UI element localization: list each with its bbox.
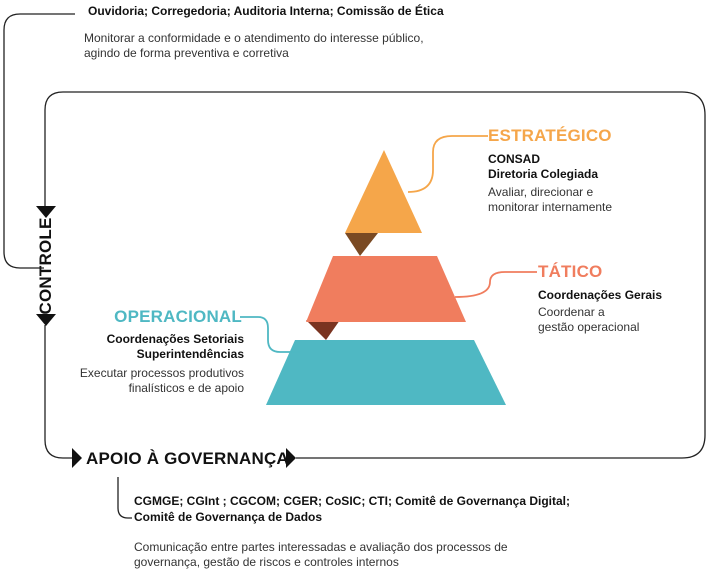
apoio-title-line2: Comitê de Governança de Dados bbox=[134, 510, 323, 524]
tatico-line1: Coordenações Gerais bbox=[538, 288, 663, 302]
estrategico-heading: ESTRATÉGICO bbox=[488, 126, 612, 145]
estrategico-line2: Diretoria Colegiada bbox=[488, 167, 599, 181]
controle-label: CONTROLE bbox=[36, 217, 55, 315]
estrategico-leader bbox=[408, 136, 488, 192]
apoio-bracket-line bbox=[118, 477, 132, 518]
tatico-desc-line1: Coordenar a bbox=[538, 305, 605, 319]
tatico-heading: TÁTICO bbox=[538, 262, 603, 281]
top-title: Ouvidoria; Corregedoria; Auditoria Interna; Comissão de Ética bbox=[88, 4, 444, 18]
pyramid-shadow-middle bbox=[306, 320, 340, 340]
top-desc-line1: Monitorar a conformidade e o atendimento do interesse público, bbox=[84, 31, 424, 45]
frame-left-top bbox=[45, 92, 63, 206]
estrategico-desc-line2: monitorar internamente bbox=[488, 200, 613, 214]
estrategico-line1: CONSAD bbox=[488, 152, 541, 166]
controle-arrow-top bbox=[36, 206, 56, 218]
top-desc-line2: agindo de forma preventiva e corretiva bbox=[84, 46, 289, 60]
tatico-desc-line2: gestão operacional bbox=[538, 320, 640, 334]
controle-label-box bbox=[22, 217, 70, 315]
operacional-heading: OPERACIONAL bbox=[114, 307, 242, 326]
tatico-leader bbox=[455, 272, 537, 297]
estrategico-desc-line1: Avaliar, direcionar e bbox=[488, 185, 594, 199]
apoio-arrow-left bbox=[72, 448, 82, 468]
operacional-line1: Coordenações Setoriais bbox=[106, 332, 244, 346]
pyramid-bottom-operacional bbox=[266, 340, 506, 405]
pyramid-shadow-top bbox=[345, 233, 378, 256]
apoio-title-line1: CGMGE; CGInt ; CGCOM; CGER; CoSIC; CTI; Comitê de Governança Digital; bbox=[134, 494, 571, 508]
controle-arrow-bottom bbox=[36, 314, 56, 326]
apoio-desc-line1: Comunicação entre partes interessadas e avaliação dos processos de bbox=[134, 540, 508, 554]
operacional-desc-line2: finalísticos e de apoio bbox=[128, 381, 244, 395]
operacional-line2: Superintendências bbox=[136, 347, 244, 361]
operacional-leader bbox=[240, 317, 300, 352]
operacional-desc-line1: Executar processos produtivos bbox=[79, 366, 244, 380]
pyramid-middle-tatico bbox=[306, 256, 466, 322]
apoio-label: APOIO À GOVERNANÇA bbox=[86, 449, 289, 468]
apoio-desc-line2: governança, gestão de riscos e controles internos bbox=[134, 555, 399, 569]
